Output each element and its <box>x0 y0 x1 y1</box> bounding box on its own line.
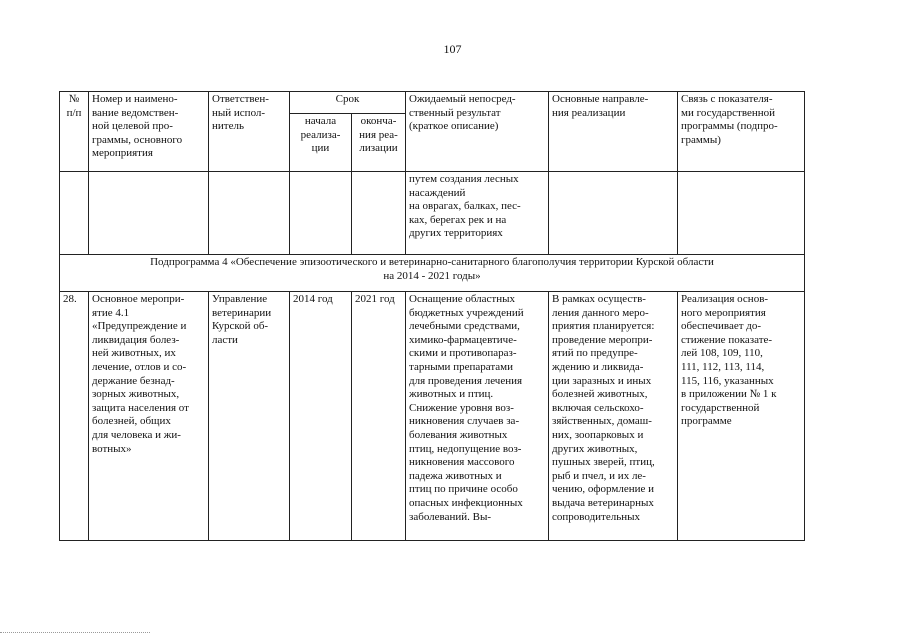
end-year: 2021 год <box>352 292 406 541</box>
indicator-link: Реализация основ- ного мероприятия обеспечивает до- стижение показате- лей 108, 109, 110, 111, 112, 113, 114, 115, 116, указанных в приложении № 1 к государственной программе <box>678 292 805 541</box>
start-year: 2014 год <box>290 292 352 541</box>
header-responsible: Ответствен- ный испол- нитель <box>209 92 290 172</box>
header-link: Связь с показателя- ми государственной программы (подпро- граммы) <box>678 92 805 172</box>
cell-empty <box>89 172 209 255</box>
header-row-1 <box>60 92 805 114</box>
subprogram-row <box>60 255 805 292</box>
cell-empty <box>352 172 406 255</box>
cell-empty <box>60 172 89 255</box>
expected-result: Оснащение областных бюджетных учреждений лечебными средствами, химико-фармацевтиче- скими и противопараз- тарными препаратами для проведения лечения животных и птиц. Снижение уровня воз- никновения случаев за- болевания животных птиц, недопущение воз- никновения массового падежа животных и птиц по причине особо опасных инфекционных заболеваний. Вы- <box>406 292 549 541</box>
responsible-executor: Управление ветеринарии Курской об- ласти <box>209 292 290 541</box>
header-name: Номер и наимено- вание ведомствен- ной целевой про- граммы, основного мероприятия <box>89 92 209 172</box>
scan-edge-mark <box>0 632 150 635</box>
header-num: № п/п <box>60 92 89 172</box>
program-table <box>59 91 805 541</box>
header-term: Срок <box>290 92 406 114</box>
table-row-28 <box>60 292 805 541</box>
cell-empty <box>678 172 805 255</box>
page-number: 107 <box>443 42 462 56</box>
implementation-directions: В рамках осуществ- ления данного меро- приятия планируется: проведение меропри- ятий по предупре- ждению и ликвида- ции заразных и иных болезней животных, включая сельскохо- зяйственных, домаш- них, зоопарковых и других животных, пушных зверей, птиц, рыб и пчел, и их ле- чению, оформление и выдача ветеринарных сопроводительных <box>549 292 678 541</box>
subprogram-title: Подпрограмма 4 «Обеспечение эпизоотического и ветеринарно-санитарного благополучия территории Курской области на 2014 - 2021 годы» <box>60 255 805 292</box>
continuation-result: путем создания лесных насаждений на оврагах, балках, пес- ках, берегах рек и на других территориях <box>406 172 549 255</box>
header-end: оконча- ния реа- лизации <box>352 114 406 172</box>
header-directions: Основные направле- ния реализации <box>549 92 678 172</box>
row-number: 28. <box>60 292 89 541</box>
cell-empty <box>209 172 290 255</box>
header-start: начала реализа- ции <box>290 114 352 172</box>
continuation-row <box>60 172 805 255</box>
measure-name: Основное меропри- ятие 4.1 «Предупреждение и ликвидация болез- ней животных, их лечение, отлов и со- держание безнад- зорных животных, защита населения от болезней, общих для человека и жи- вотных» <box>89 292 209 541</box>
cell-empty <box>549 172 678 255</box>
cell-empty <box>290 172 352 255</box>
header-result: Ожидаемый непосред- ственный результат (краткое описание) <box>406 92 549 172</box>
